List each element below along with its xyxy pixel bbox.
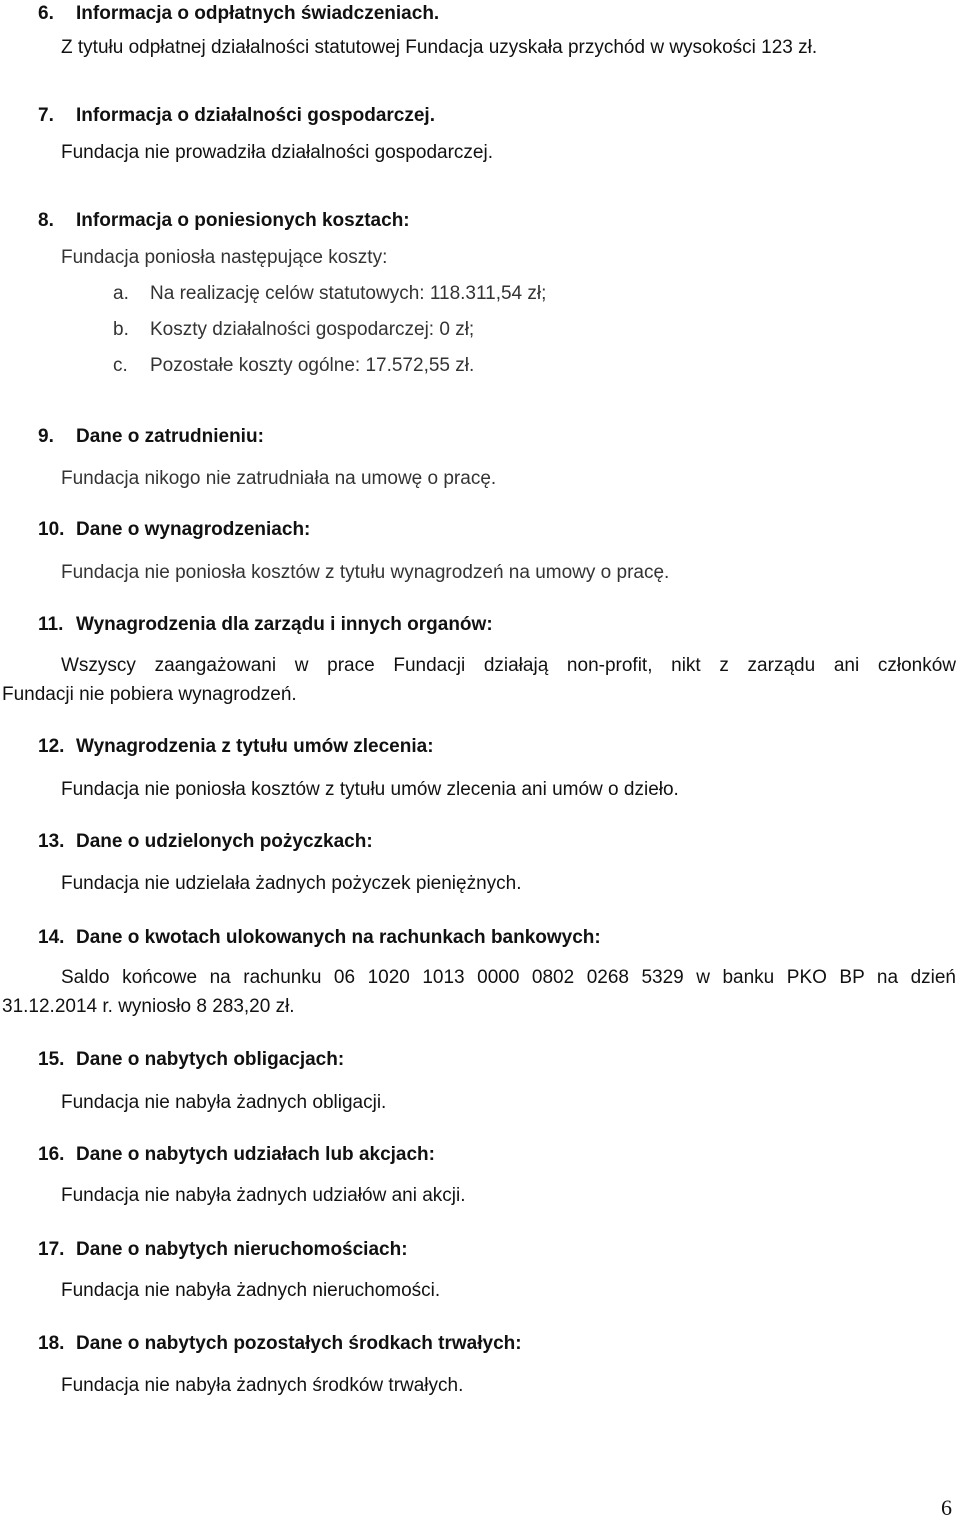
section-14-text-line1: Saldo końcowe na rachunku 06 1020 1013 0000 0802 0268 5329 w banku PKO BP na dzień [61,967,956,988]
cost-item-b-marker: b. [113,319,129,340]
section-15-title: Dane o nabytych obligacjach: [76,1049,345,1070]
section-9-title: Dane o zatrudnieniu: [76,426,264,447]
section-6-number: 6. [38,3,54,24]
section-6-title: Informacja o odpłatnych świadczeniach. [76,3,440,24]
section-14-text-line2: 31.12.2014 r. wyniosło 8 283,20 zł. [2,996,295,1017]
cost-item-c-marker: c. [113,355,128,376]
section-13-number: 13. [38,831,65,852]
section-15-number: 15. [38,1049,65,1070]
page-number: 6 [941,1495,952,1520]
section-17-text: Fundacja nie nabyła żadnych nieruchomości. [61,1280,441,1301]
cost-item-a-text: Na realizację celów statutowych: 118.311,54 zł; [150,283,547,304]
section-13-text: Fundacja nie udzielała żadnych pożyczek pieniężnych. [61,873,522,894]
section-9-text: Fundacja nikogo nie zatrudniała na umowę o pracę. [61,468,497,489]
section-11-text-line1: Wszyscy zaangażowani w prace Fundacji działają non-profit, nikt z zarządu ani członków [61,655,956,676]
section-16-text: Fundacja nie nabyła żadnych udziałów ani akcji. [61,1185,466,1206]
section-9-number: 9. [38,426,54,447]
section-10-number: 10. [38,519,65,540]
section-10-title: Dane o wynagrodzeniach: [76,519,311,540]
section-7-text: Fundacja nie prowadziła działalności gospodarczej. [61,142,493,163]
section-14-title: Dane o kwotach ulokowanych na rachunkach bankowych: [76,927,601,948]
section-8-text: Fundacja poniosła następujące koszty: [61,247,388,268]
section-7-title: Informacja o działalności gospodarczej. [76,105,435,126]
section-11-title: Wynagrodzenia dla zarządu i innych organów: [76,614,493,635]
section-6-text: Z tytułu odpłatnej działalności statutowej Fundacja uzyskała przychód w wysokości 123 zł. [61,37,818,58]
section-12-text: Fundacja nie poniosła kosztów z tytułu umów zlecenia ani umów o dzieło. [61,779,679,800]
section-18-title: Dane o nabytych pozostałych środkach trwałych: [76,1333,522,1354]
section-14-number: 14. [38,927,65,948]
section-13-title: Dane o udzielonych pożyczkach: [76,831,373,852]
section-18-text: Fundacja nie nabyła żadnych środków trwałych. [61,1375,464,1396]
section-11-text-line2: Fundacji nie pobiera wynagrodzeń. [2,684,297,705]
section-16-number: 16. [38,1144,65,1165]
section-10-text: Fundacja nie poniosła kosztów z tytułu wynagrodzeń na umowy o pracę. [61,562,670,583]
cost-item-c-text: Pozostałe koszty ogólne: 17.572,55 zł. [150,355,475,376]
section-8-title: Informacja o poniesionych kosztach: [76,210,410,231]
cost-item-b-text: Koszty działalności gospodarczej: 0 zł; [150,319,475,340]
section-8-number: 8. [38,210,54,231]
section-16-title: Dane o nabytych udziałach lub akcjach: [76,1144,435,1165]
section-18-number: 18. [38,1333,65,1354]
section-15-text: Fundacja nie nabyła żadnych obligacji. [61,1092,387,1113]
cost-item-a-marker: a. [113,283,129,304]
section-12-number: 12. [38,736,65,757]
section-12-title: Wynagrodzenia z tytułu umów zlecenia: [76,736,434,757]
section-17-title: Dane o nabytych nieruchomościach: [76,1239,408,1260]
section-11-number: 11. [38,614,64,635]
section-17-number: 17. [38,1239,65,1260]
section-7-number: 7. [38,105,54,126]
